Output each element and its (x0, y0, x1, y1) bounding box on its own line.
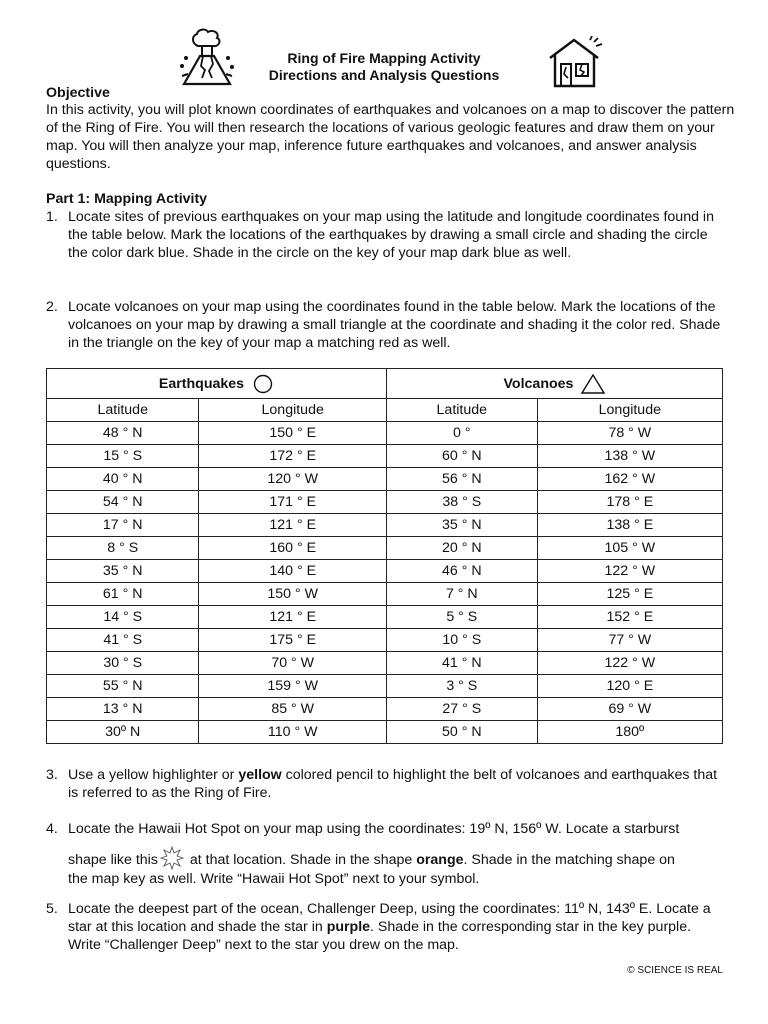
cell: 120 ° W (199, 468, 387, 491)
cell: 30 ° S (47, 652, 199, 675)
volcanoes-label: Volcanoes (503, 375, 574, 392)
instruction-5-bold: purple (326, 919, 371, 935)
table-row (47, 537, 723, 560)
cell: 121 ° E (199, 514, 387, 537)
earthquakes-label: Earthquakes (158, 375, 245, 392)
cell: 35 ° N (386, 514, 537, 537)
instruction-5-text (68, 900, 726, 954)
instruction-5: 5. Locate the deepest part of the ocean, Challenger Deep, using the coordinates: 11º N, 143º E. Locate a star at this location and shade the star in purple. Shade in the corresponding star in the key purple. Write “Challenger Deep” next to the star you drew on the map. (46, 900, 726, 954)
house-damage-icon (546, 36, 604, 88)
cell: 175 ° E (199, 629, 387, 652)
circle-symbol-icon (252, 374, 274, 394)
instruction-4-mid: at that location. Shade in the shape (185, 852, 417, 868)
instruction-4-line-3: the map key as well. Write “Hawaii Hot Spot” next to your symbol. (68, 871, 480, 887)
cell: 0 ° (386, 422, 537, 445)
cell: 56 ° N (386, 468, 537, 491)
cell: 35 ° N (47, 560, 199, 583)
worksheet-title (230, 50, 538, 84)
table-row (47, 560, 723, 583)
cell: 5 ° S (386, 606, 537, 629)
cell: 125 ° E (537, 583, 722, 606)
table-row (47, 721, 723, 744)
coordinates-table (46, 368, 723, 744)
cell: 54 ° N (47, 491, 199, 514)
table-row (47, 629, 723, 652)
cell: 121 ° E (199, 606, 387, 629)
cell: 150 ° W (199, 583, 387, 606)
cell: 10 ° S (386, 629, 537, 652)
instruction-1-text: Locate sites of previous earthquakes on your map using the latitude and longitude coordinates found in the table below. Mark the locations of the earthquakes by drawing a small circle and shading the circle the color dark blue. Shade in the circle on the key of your map dark blue as well. (68, 209, 714, 261)
cell: 7 ° N (386, 583, 537, 606)
cell: 27 ° S (386, 698, 537, 721)
col-header-vol-latitude: Latitude (386, 399, 537, 422)
cell: 138 ° W (537, 445, 722, 468)
instruction-3-text (68, 766, 726, 802)
cell: 152 ° E (537, 606, 722, 629)
instruction-4: 4. Locate the Hawaii Hot Spot on your map using the coordinates: 19º N, 156º W. Locate a starburst shape like this at that location. Shade in the shape orange. Shade in the matching shape on the map key as well. Write “Hawaii Hot Spot” next to your symbol. (46, 820, 726, 888)
cell: 38 ° S (386, 491, 537, 514)
col-header-eq-latitude: Latitude (47, 399, 199, 422)
cell: 61 ° N (47, 583, 199, 606)
objective-heading: Objective (46, 85, 110, 101)
cell: 50 ° N (386, 721, 537, 744)
cell: 70 ° W (199, 652, 387, 675)
cell: 162 ° W (537, 468, 722, 491)
table-row (47, 468, 723, 491)
cell: 41 ° S (47, 629, 199, 652)
instruction-1: 1. Locate sites of previous earthquakes on your map using the latitude and longitude coordinates found in the table below. Mark the locations of the earthquakes by drawing a small circle and shading the circle the color dark blue. Shade in the circle on the key of your map dark blue as well. (46, 208, 726, 262)
cell: 180º (537, 721, 722, 744)
table-row (47, 445, 723, 468)
cell: 14 ° S (47, 606, 199, 629)
cell: 78 ° W (537, 422, 722, 445)
cell: 46 ° N (386, 560, 537, 583)
cell: 138 ° E (537, 514, 722, 537)
cell: 159 ° W (199, 675, 387, 698)
earthquakes-header (47, 369, 387, 399)
cell: 17 ° N (47, 514, 199, 537)
table-row (47, 514, 723, 537)
volcano-icon (176, 26, 238, 88)
table-row (47, 675, 723, 698)
cell: 3 ° S (386, 675, 537, 698)
instruction-3-pre: Use a yellow highlighter or (68, 767, 239, 783)
cell: 150 ° E (199, 422, 387, 445)
instruction-4-line-1: Locate the Hawaii Hot Spot on your map using the coordinates: 19º N, 156º W. Locate a starburst (68, 821, 680, 837)
cell: 8 ° S (47, 537, 199, 560)
title-line-2: Directions and Analysis Questions (268, 67, 500, 83)
table-row (47, 698, 723, 721)
title-line-1: Ring of Fire Mapping Activity (287, 50, 481, 66)
instruction-3-post: colored pencil to highlight the belt of volcanoes and earthquakes that is referred to as the Ring of Fire. (68, 767, 718, 801)
triangle-symbol-icon (581, 374, 605, 394)
instruction-3-bold: yellow (238, 767, 282, 783)
instruction-2-text: Locate volcanoes on your map using the coordinates found in the table below. Mark the locations of the volcanoes on your map by drawing a small triangle at the coordinate and shading it the color red. Shade in the triangle on the key of your map a matching red as well. (68, 299, 721, 351)
instruction-4-pre: shape like this (68, 852, 158, 868)
cell: 160 ° E (199, 537, 387, 560)
instruction-3: 3. Use a yellow highlighter or yellow colored pencil to highlight the belt of volcanoes and earthquakes that is referred to as the Ring of Fire. (46, 766, 726, 802)
table-row (47, 652, 723, 675)
cell: 60 ° N (386, 445, 537, 468)
part1-heading: Part 1: Mapping Activity (46, 191, 208, 207)
cell: 41 ° N (386, 652, 537, 675)
instruction-4-post: . Shade in the matching shape on (463, 852, 675, 868)
starburst-icon (160, 846, 184, 870)
table-row (47, 606, 723, 629)
table-row (47, 583, 723, 606)
instruction-4-text (68, 820, 726, 888)
cell: 55 ° N (47, 675, 199, 698)
table-row (47, 422, 723, 445)
cell: 110 ° W (199, 721, 387, 744)
objective-text: In this activity, you will plot known coordinates of earthquakes and volcanoes on a map to discover the pattern of the Ring of Fire. You will then research the locations of various geologic features and draw them on your map. You will then analyze your map, inference future earthquakes and volcanoes, and answer analysis questions. (46, 102, 735, 172)
cell: 171 ° E (199, 491, 387, 514)
cell: 172 ° E (199, 445, 387, 468)
instruction-5-pre: Locate the deepest part of the ocean, Challenger Deep, using the coordinates: 11º N, 143º E. Locate a star at this location and shade the star in (68, 901, 711, 935)
cell: 20 ° N (386, 537, 537, 560)
instruction-2: 2. Locate volcanoes on your map using the coordinates found in the table below. Mark the locations of the volcanoes on your map by drawing a small triangle at the coordinate and shading it the color red. Shade in the triangle on the key of your map a matching red as well. (46, 298, 726, 352)
cell: 48 ° N (47, 422, 199, 445)
instruction-4-line-2 (68, 846, 726, 870)
cell: 13 ° N (47, 698, 199, 721)
cell: 30º N (47, 721, 199, 744)
cell: 178 ° E (537, 491, 722, 514)
col-header-eq-longitude: Longitude (199, 399, 387, 422)
instruction-5-post: . Shade in the corresponding star in the key purple. Write “Challenger Deep” next to the star you drew on the map. (68, 919, 692, 953)
cell: 140 ° E (199, 560, 387, 583)
instruction-4-bold: orange (416, 852, 464, 868)
cell: 15 ° S (47, 445, 199, 468)
cell: 40 ° N (47, 468, 199, 491)
cell: 69 ° W (537, 698, 722, 721)
copyright-footer: © SCIENCE IS REAL (627, 965, 723, 976)
cell: 77 ° W (537, 629, 722, 652)
cell: 122 ° W (537, 652, 722, 675)
cell: 105 ° W (537, 537, 722, 560)
cell: 122 ° W (537, 560, 722, 583)
volcanoes-header (386, 369, 722, 399)
table-row (47, 491, 723, 514)
cell: 85 ° W (199, 698, 387, 721)
cell: 120 ° E (537, 675, 722, 698)
col-header-vol-longitude: Longitude (537, 399, 722, 422)
